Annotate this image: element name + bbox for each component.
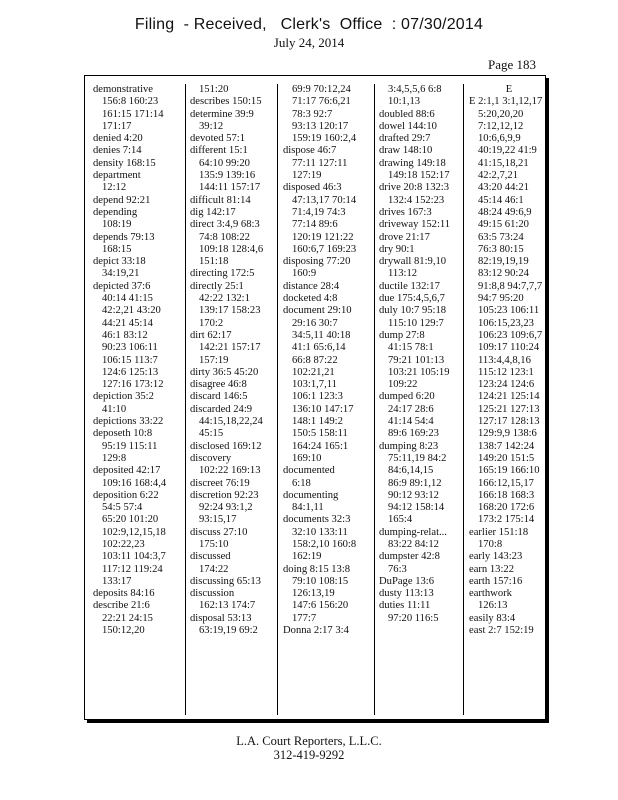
index-entry-continuation: 63:5 73:24 (478, 231, 524, 243)
index-entry: deposited 42:17 (93, 465, 161, 477)
index-entry-continuation: 32:10 133:11 (292, 526, 348, 538)
index-entry: duly 10:7 95:18 (379, 305, 447, 317)
index-entry: drawing 149:18 (379, 157, 446, 169)
index-entry: depend 92:21 (93, 194, 151, 206)
index-entry: deposeth 10:8 (93, 428, 153, 440)
index-entry: drive 20:8 132:3 (379, 182, 450, 194)
index-entry-continuation: 120:19 121:22 (292, 231, 354, 243)
index-entry: dumped 6:20 (379, 391, 435, 403)
index-entry-continuation: 40:19,22 41:9 (478, 145, 537, 157)
index-entry-continuation: 102:22,23 (102, 538, 145, 550)
index-entry: documented (283, 465, 335, 477)
index-entry: directly 25:1 (190, 280, 244, 292)
index-entry-continuation: 124:6 125:13 (102, 366, 159, 378)
index-entry: dispose 46:7 (283, 145, 337, 157)
index-entry-continuation: 173:2 175:14 (478, 514, 535, 526)
index-entry-continuation: 166:12,15,17 (478, 477, 534, 489)
index-entry: earth 157:16 (469, 575, 523, 587)
index-entry: depictions 33:22 (93, 416, 164, 428)
index-entry: dumping 8:23 (379, 440, 439, 452)
index-entry: doubled 88:6 (379, 108, 435, 120)
index-entry: drove 21:17 (379, 231, 430, 243)
index-entry-continuation: 127:16 173:12 (102, 379, 164, 391)
index-entry-continuation: 151:20 (199, 84, 229, 95)
index-entry-continuation: 77:14 89:6 (292, 219, 338, 231)
index-entry-continuation: 123:24 124:6 (478, 379, 535, 391)
document-date: July 24, 2014 (273, 35, 345, 50)
index-entry: due 175:4,5,6,7 (379, 293, 445, 305)
index-entry-continuation: 109:18 128:4,6 (199, 243, 264, 255)
index-entry-continuation: 174:22 (199, 563, 229, 575)
index-entry-continuation: 115:10 129:7 (388, 317, 444, 329)
index-entry-continuation: 76:3 80:15 (478, 243, 524, 255)
index-entry: drywall 81:9,10 (379, 256, 447, 268)
index-entry: difficult 81:14 (190, 194, 251, 206)
index-entry-continuation: 65:20 101:20 (102, 514, 159, 526)
index-entry: drives 167:3 (379, 206, 432, 218)
index-entry-continuation: 106:15,23,23 (478, 317, 534, 329)
index-entry-continuation: 79:10 108:15 (292, 575, 349, 587)
index-entry-continuation: 109:22 (388, 379, 418, 391)
index-entry-continuation: 79:21 101:13 (388, 354, 445, 366)
index-entry-continuation: 91:8,8 94:7,7,7 (478, 280, 543, 292)
index-entry: discarded 24:9 (190, 403, 253, 415)
index-entry-continuation: 66:8 87:22 (292, 354, 338, 366)
index-entry-continuation: 138:7 142:24 (478, 440, 535, 452)
index-entry-continuation: 106:23 109:6,7 (478, 329, 543, 341)
index-entry-continuation: 93:15,17 (199, 514, 237, 526)
page-number: Page 183 (488, 57, 537, 72)
index-entry: dump 27:8 (379, 329, 425, 341)
index-entry-continuation: 3:4,5,5,6 6:8 (388, 84, 442, 95)
index-entry-continuation: 71:17 76:6,21 (292, 96, 351, 108)
index-entry: density 168:15 (93, 157, 156, 169)
index-entry-continuation: 7:12,12,12 (478, 120, 524, 132)
index-entry-continuation: 129:8 (102, 452, 127, 464)
index-entry-continuation: 148:1 149:2 (292, 416, 343, 428)
index-entry-continuation: 136:10 147:17 (292, 403, 354, 415)
index-entry: earn 13:22 (469, 563, 515, 575)
index-entry-continuation: 149:20 151:5 (478, 452, 535, 464)
index-entry-continuation: 39:12 (199, 120, 224, 132)
index-entry-continuation: 147:6 156:20 (292, 600, 349, 612)
index-entry-continuation: 5:20,20,20 (478, 108, 524, 120)
index-entry: E 2:1,1 3:1,12,17 (469, 96, 543, 108)
index-entry: dirty 36:5 45:20 (190, 366, 259, 378)
index-entry-continuation: 113:4,4,8,16 (478, 354, 531, 366)
index-entry: early 143:23 (469, 551, 523, 563)
index-entry: directing 172:5 (190, 268, 255, 280)
index-entry-continuation: 102:21,21 (292, 366, 335, 378)
index-entry-continuation: 41:15,18,21 (478, 157, 529, 169)
index-entry: documents 32:3 (283, 514, 351, 526)
index-entry-continuation: 89:6 169:23 (388, 428, 439, 440)
index-entry: disposed 46:3 (283, 182, 342, 194)
index-entry: disclosed 169:12 (190, 440, 262, 452)
index-entry-continuation: 170:8 (478, 538, 503, 550)
index-entry: describe 21:6 (93, 600, 150, 612)
index-entry-continuation: 34:5,11 40:18 (292, 329, 351, 341)
index-entry: distance 28:4 (283, 280, 340, 292)
index-entry-continuation: 42:2,7,21 (478, 170, 519, 182)
index-entry-continuation: 44:21 45:14 (102, 317, 153, 329)
index-entry-continuation: 103:1,7,11 (292, 379, 337, 391)
index-entry-continuation: 86:9 89:1,12 (388, 477, 442, 489)
index-entry-continuation: 149:18 152:17 (388, 170, 450, 182)
index-entry: discuss 27:10 (190, 526, 248, 538)
index-entry-continuation: 42:2,21 43:20 (102, 305, 161, 317)
index-entry: discard 146:5 (190, 391, 248, 403)
index-entry: driveway 152:11 (379, 219, 451, 231)
index-entry-continuation: 102:9,12,15,18 (102, 526, 166, 538)
index-entry-continuation: 150:5 158:11 (292, 428, 348, 440)
index-entry-continuation: 162:19 (292, 551, 322, 563)
index-entry: denied 4:20 (93, 133, 143, 145)
index-entry-continuation: 150:12,20 (102, 625, 145, 637)
index-entry-continuation: 83:12 90:24 (478, 268, 529, 280)
index-entry: discovery (190, 452, 232, 464)
index-entry-continuation: 102:22 169:13 (199, 465, 261, 477)
index-entry-continuation: 84:1,11 (292, 502, 324, 514)
index-entry-continuation: 168:20 172:6 (478, 502, 535, 514)
index-entry-continuation: 106:15 113:7 (102, 354, 158, 366)
index-entry-continuation: 162:13 174:7 (199, 600, 256, 612)
index-entry-continuation: 71:4,19 74:3 (292, 206, 346, 218)
index-entry-continuation: 34:19,21 (102, 268, 140, 280)
index-entry-continuation: 135:9 139:16 (199, 170, 256, 182)
index-entry: ductile 132:17 (379, 280, 440, 292)
index-entry-continuation: 41:15 78:1 (388, 342, 434, 354)
index-entry-continuation: 109:17 110:24 (478, 342, 540, 354)
index-entry-continuation: 166:18 168:3 (478, 489, 535, 501)
index-entry-continuation: 106:1 123:3 (292, 391, 343, 403)
index-entry-continuation: 94:12 158:14 (388, 502, 445, 514)
index-entry-continuation: 157:19 (199, 354, 229, 366)
index-entry-continuation: 90:23 106:11 (102, 342, 158, 354)
index-entry-continuation: 177:7 (292, 612, 317, 624)
index-entry-continuation: 126:13,19 (292, 588, 335, 600)
index-entry: discussion (190, 588, 235, 600)
index-entry-continuation: 49:15 61:20 (478, 219, 529, 231)
index-entry: discussed (190, 551, 231, 563)
index-entry: dirt 62:17 (190, 329, 232, 341)
index-entry: depends 79:13 (93, 231, 155, 243)
index-entry-continuation: 22:21 24:15 (102, 612, 153, 624)
index-entry-continuation: 109:16 168:4,4 (102, 477, 167, 489)
index-entry-continuation: 43:20 44:21 (478, 182, 529, 194)
index-entry-continuation: 129:9,9 138:6 (478, 428, 537, 440)
index-entry-continuation: 165:19 166:10 (478, 465, 540, 477)
index-entry: dowel 144:10 (379, 120, 437, 132)
index-entry-continuation: 159:19 160:2,4 (292, 133, 357, 145)
index-entry-continuation: 133:17 (102, 575, 132, 587)
index-entry: DuPage 13:6 (379, 575, 435, 587)
index-entry-continuation: 41:1 65:6,14 (292, 342, 346, 354)
index-entry-continuation: 42:22 132:1 (199, 293, 250, 305)
index-entry: depiction 35:2 (93, 391, 154, 403)
index-entry-continuation: 126:13 (478, 600, 508, 612)
index-entry: disposing 77:20 (283, 256, 351, 268)
index-entry-continuation: 84:6,14,15 (388, 465, 434, 477)
index-entry-continuation: 64:10 99:20 (199, 157, 250, 169)
index-entry: earthwork (469, 588, 512, 600)
index-entry: east 2:7 152:19 (469, 625, 534, 637)
index-entry-continuation: 12:12 (102, 182, 127, 194)
index-entry-continuation: 10:1,13 (388, 96, 421, 108)
index-letter-heading: E (505, 84, 513, 95)
index-entry: dumpster 42:8 (379, 551, 440, 563)
index-entry: earlier 151:18 (469, 526, 529, 538)
index-entry-continuation: 103:21 105:19 (388, 366, 450, 378)
index-entry-continuation: 144:11 157:17 (199, 182, 261, 194)
index-entry-continuation: 41:14 54:4 (388, 416, 434, 428)
index-entry-continuation: 165:4 (388, 514, 413, 526)
index-entry: describes 150:15 (190, 96, 262, 108)
index-entry: discreet 76:19 (190, 477, 250, 489)
index-entry-continuation: 92:24 93:1,2 (199, 502, 253, 514)
index-entry-continuation: 115:12 123:1 (478, 366, 534, 378)
index-entry-continuation: 54:5 57:4 (102, 502, 143, 514)
index-entry: dig 142:17 (190, 206, 236, 218)
index-entry-continuation: 6:18 (292, 477, 311, 489)
index-entry-continuation: 108:19 (102, 219, 132, 231)
index-entry: Donna 2:17 3:4 (283, 625, 349, 637)
index-entry-continuation: 168:15 (102, 243, 132, 255)
index-entry-continuation: 69:9 70:12,24 (292, 84, 351, 95)
index-entry-continuation: 45:15 (199, 428, 224, 440)
index-entry-continuation: 160:9 (292, 268, 317, 280)
index-entry: disagree 46:8 (190, 379, 247, 391)
index-entry-continuation: 40:14 41:15 (102, 293, 153, 305)
index-entry: deposits 84:16 (93, 588, 155, 600)
index-entry: deposition 6:22 (93, 489, 159, 501)
index-entry: discretion 92:23 (190, 489, 259, 501)
index-entry-continuation: 41:10 (102, 403, 127, 415)
index-entry-continuation: 47:13,17 70:14 (292, 194, 357, 206)
index-entry-continuation: 95:19 115:11 (102, 440, 158, 452)
index-entry: department (93, 170, 141, 182)
index-entry-continuation: 127:19 (292, 170, 322, 182)
index-entry-continuation: 75:11,19 84:2 (388, 452, 447, 464)
index-entry-continuation: 170:2 (199, 317, 224, 329)
index-entry-continuation: 29:16 30:7 (292, 317, 338, 329)
index-column-1 (93, 84, 181, 715)
footer-company: L.A. Court Reporters, L.L.C. (236, 734, 382, 748)
index-entry-continuation: 117:12 119:24 (102, 563, 163, 575)
index-entry-continuation: 105:23 106:11 (478, 305, 540, 317)
index-entry-continuation: 103:11 104:3,7 (102, 551, 166, 563)
index-entry: different 15:1 (190, 145, 248, 157)
index-entry: depict 33:18 (93, 256, 146, 268)
index-entry-continuation: 78:3 92:7 (292, 108, 333, 120)
index-entry: disposal 53:13 (190, 612, 252, 624)
index-entry-continuation: 161:15 171:14 (102, 108, 164, 120)
index-entry: drafted 29:7 (379, 133, 431, 145)
index-entry-continuation: 94:7 95:20 (478, 293, 524, 305)
index-entry: draw 148:10 (379, 145, 433, 157)
index-entry-continuation: 63:19,19 69:2 (199, 625, 258, 637)
index-entry-continuation: 160:6,7 169:23 (292, 243, 357, 255)
index-column-5 (463, 84, 549, 715)
index-entry: depending (93, 206, 138, 218)
index-entry-continuation: 142:21 157:17 (199, 342, 261, 354)
index-entry-continuation: 127:17 128:13 (478, 416, 540, 428)
index-entry: documenting (283, 489, 339, 501)
index-entry: dry 90:1 (379, 243, 415, 255)
index-entry-continuation: 93:13 120:17 (292, 120, 349, 132)
index-entry: direct 3:4,9 68:3 (190, 219, 260, 231)
index-entry: dumping-relat... (379, 526, 447, 538)
index-entry-continuation: 90:12 93:12 (388, 489, 439, 501)
index-entry: demonstrative (93, 84, 154, 95)
index-frame (84, 75, 546, 720)
index-entry-continuation: 139:17 158:23 (199, 305, 261, 317)
index-entry-continuation: 124:21 125:14 (478, 391, 540, 403)
index-entry-continuation: 164:24 165:1 (292, 440, 349, 452)
index-entry-continuation: 113:12 (388, 268, 418, 280)
index-entry: depicted 37:6 (93, 280, 151, 292)
index-entry: determine 39:9 (190, 108, 254, 120)
index-entry-continuation: 76:3 (388, 563, 407, 575)
index-entry-continuation: 97:20 116:5 (388, 612, 439, 624)
index-entry-continuation: 175:10 (199, 538, 229, 550)
index-entry: discussing 65:13 (190, 575, 261, 587)
index-entry: document 29:10 (283, 305, 352, 317)
index-entry-continuation: 48:24 49:6,9 (478, 206, 532, 218)
index-entry-continuation: 151:18 (199, 256, 229, 268)
index-entry-continuation: 83:22 84:12 (388, 538, 439, 550)
index-entry-continuation: 74:8 108:22 (199, 231, 250, 243)
index-entry: doing 8:15 13:8 (283, 563, 351, 575)
index-entry: denies 7:14 (93, 145, 142, 157)
index-entry-continuation: 82:19,19,19 (478, 256, 529, 268)
index-entry-continuation: 24:17 28:6 (388, 403, 434, 415)
index-entry: docketed 4:8 (283, 293, 338, 305)
index-entry: devoted 57:1 (190, 133, 246, 145)
index-column-2 (185, 84, 282, 715)
footer-phone: 312-419-9292 (273, 748, 345, 762)
index-entry-continuation: 125:21 127:13 (478, 403, 540, 415)
index-entry-continuation: 45:14 46:1 (478, 194, 524, 206)
index-entry-continuation: 10:6,6,9,9 (478, 133, 521, 145)
index-entry-continuation: 171:17 (102, 120, 132, 132)
filing-stamp: Filing - Received, Clerk's Office : 07/30/2014 (134, 16, 484, 33)
index-entry: dusty 113:13 (379, 588, 434, 600)
index-column-3 (277, 84, 377, 715)
index-entry-continuation: 77:11 127:11 (292, 157, 348, 169)
index-entry-continuation: 169:10 (292, 452, 322, 464)
index-column-4 (374, 84, 462, 715)
index-entry-continuation: 44:15,18,22,24 (199, 416, 263, 428)
index-entry: easily 83:4 (469, 612, 516, 624)
index-entry-continuation: 132:4 152:23 (388, 194, 445, 206)
index-entry-continuation: 46:1 83:12 (102, 329, 148, 341)
index-entry: duties 11:11 (379, 600, 431, 612)
index-entry-continuation: 158:2,10 160:8 (292, 538, 357, 550)
index-entry-continuation: 156:8 160:23 (102, 96, 159, 108)
